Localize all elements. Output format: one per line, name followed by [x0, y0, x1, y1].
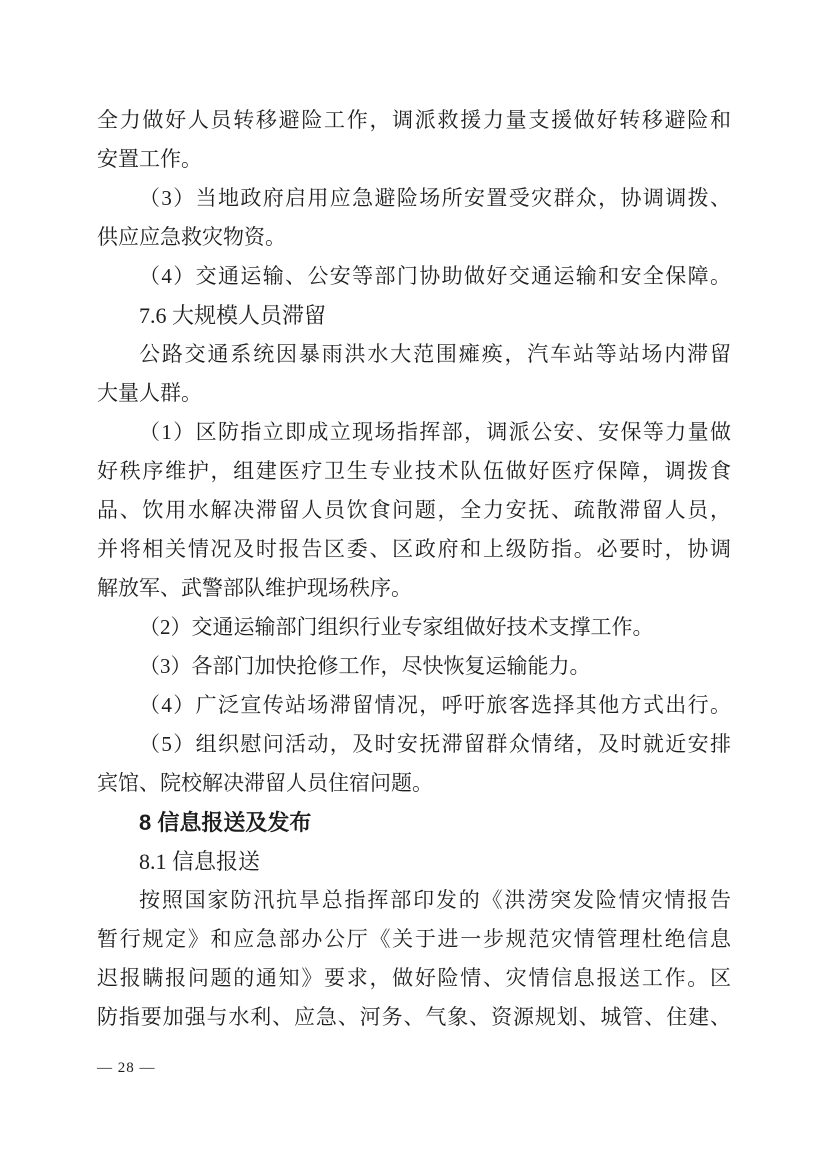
body-line: 解放军、武警部队维护现场秩序。 [97, 576, 412, 600]
text-block [97, 101, 731, 1037]
body-line: 品、饮用水解决滞留人员饮食问题，全力安抚、疏散滞留人员， [97, 498, 731, 522]
heading-8-1: 8.1 信息报送 [139, 849, 261, 874]
body-line: 全力做好人员转移避险工作，调派救援力量支援做好转移避险和 [97, 108, 731, 132]
body-line: 安置工作。 [97, 147, 202, 171]
body-line: 供应应急救灾物资。 [97, 225, 286, 249]
body-line: （2）交通运输部门组织行业专家组做好技术支撑工作。 [139, 615, 654, 639]
body-line: （5）组织慰问活动，及时安抚滞留群众情绪，及时就近安排 [139, 732, 731, 756]
body-line: 大量人群。 [97, 381, 202, 405]
heading-8: 8 信息报送及发布 [139, 810, 312, 835]
body-line: 防指要加强与水利、应急、河务、气象、资源规划、城管、住建、 [97, 1005, 731, 1029]
body-line: 并将相关情况及时报告区委、区政府和上级防指。必要时，协调 [97, 537, 731, 561]
body-line: （1）区防指立即成立现场指挥部，调派公安、安保等力量做 [139, 420, 731, 444]
body-line: （3）各部门加快抢修工作，尽快恢复运输能力。 [139, 654, 591, 678]
body-line: 迟报瞒报问题的通知》要求，做好险情、灾情信息报送工作。区 [97, 966, 731, 990]
body-line: 好秩序维护，组建医疗卫生专业技术队伍做好医疗保障，调拨食 [97, 459, 731, 483]
body-line: 按照国家防汛抗旱总指挥部印发的《洪涝突发险情灾情报告 [139, 888, 731, 912]
heading-7-6: 7.6 大规模人员滞留 [139, 303, 327, 328]
body-line: 宾馆、院校解决滞留人员住宿问题。 [97, 771, 433, 795]
page-number: — 28 — [97, 1060, 156, 1076]
body-line: （4）广泛宣传站场滞留情况，呼吁旅客选择其他方式出行。 [139, 693, 731, 717]
body-line: （3）当地政府启用应急避险场所安置受灾群众，协调调拨、 [139, 186, 731, 210]
body-line: 公路交通系统因暴雨洪水大范围瘫痪，汽车站等站场内滞留 [139, 342, 731, 366]
body-line: （4）交通运输、公安等部门协助做好交通运输和安全保障。 [139, 264, 731, 288]
body-line: 暂行规定》和应急部办公厅《关于进一步规范灾情管理杜绝信息 [97, 927, 731, 951]
